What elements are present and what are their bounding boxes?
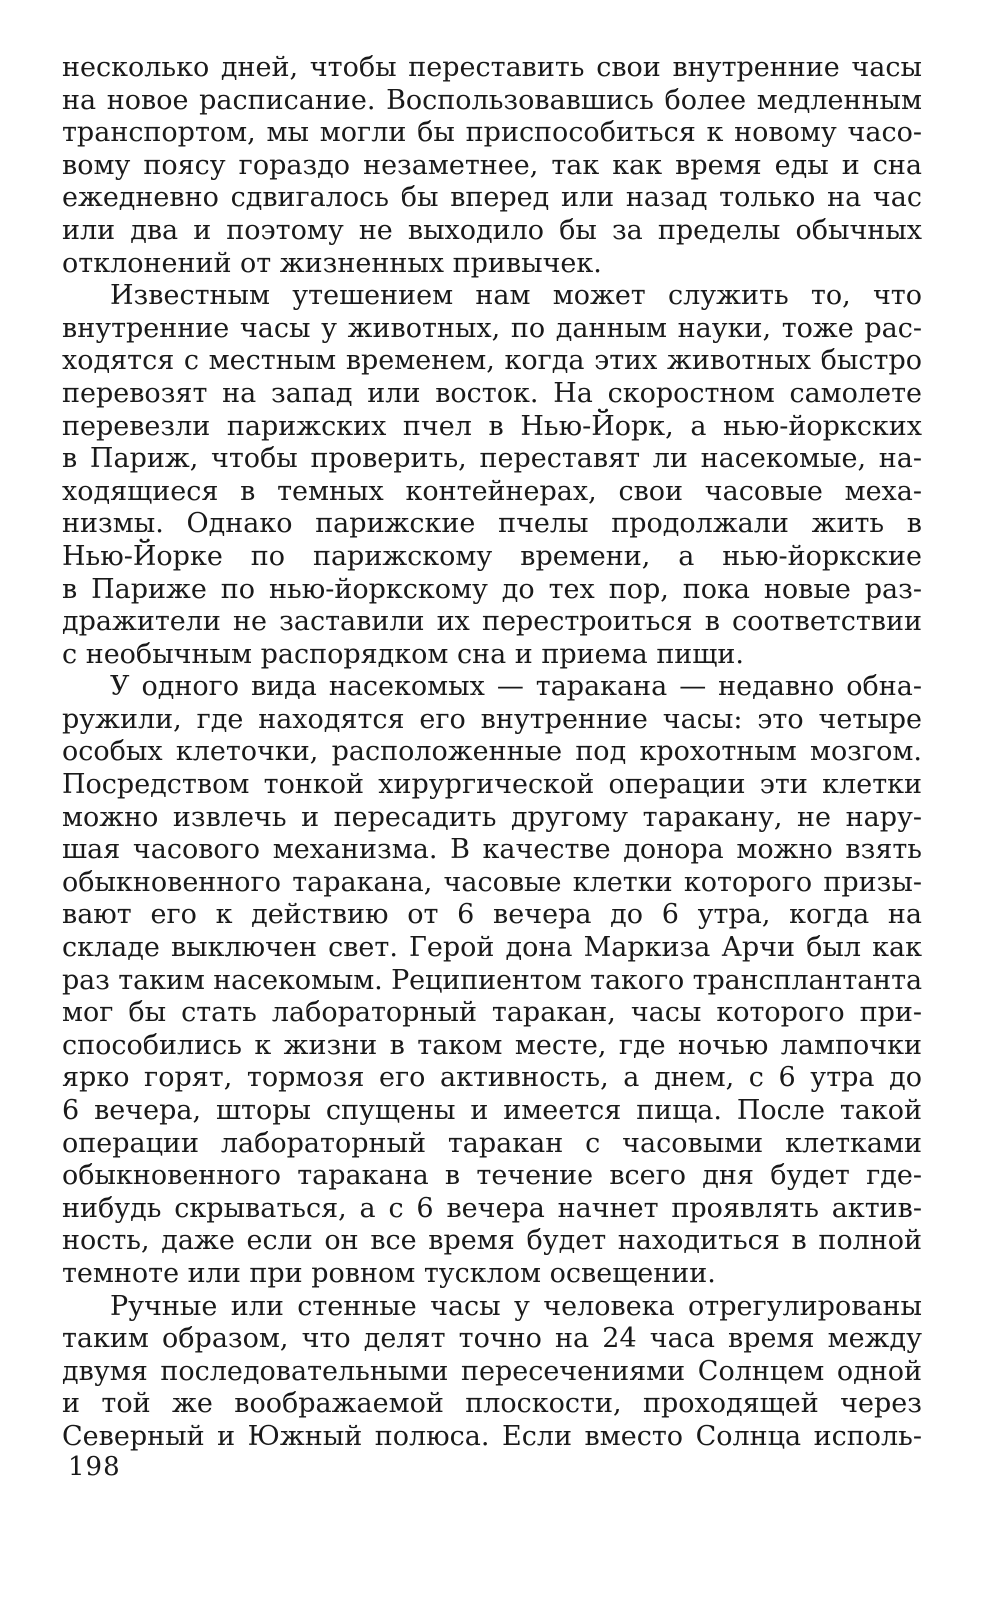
text-line: обыкновенного таракана в течение всего дня будет где- <box>62 1160 922 1192</box>
paragraph-2 <box>62 280 922 671</box>
text-line: операции лабораторный таракан с часовыми клетками <box>62 1127 922 1159</box>
text-line: У одного вида насекомых — таракана — недавно обна- <box>110 671 922 703</box>
text-line: нибудь скрываться, а с 6 вечера начнет проявлять актив- <box>62 1192 922 1224</box>
paragraph-3 <box>62 671 922 1290</box>
text-line: отклонений от жизненных привычек. <box>62 247 602 279</box>
text-line: шая часового механизма. В качестве донора можно взять <box>62 834 922 866</box>
text-line: перевозят на запад или восток. На скоростном самолете <box>62 377 922 409</box>
text-line: ружили, где находятся его внутренние часы: это четыре <box>62 703 922 735</box>
text-line: с необычным распорядком сна и приема пищи. <box>62 638 744 670</box>
text-line: транспортом, мы могли бы приспособиться к новому часо- <box>62 117 922 149</box>
text-line: на новое расписание. Воспользовавшись более медленным <box>62 84 922 116</box>
page-number: 198 <box>68 1452 121 1482</box>
text-line: Нью-Йорке по парижскому времени, а нью-йоркские <box>62 540 922 572</box>
text-line: ежедневно сдвигалось бы вперед или назад только на час <box>62 182 922 214</box>
text-line: в Париже по нью-йоркскому до тех пор, пока новые раз- <box>62 573 922 605</box>
text-line: складе выключен свет. Герой дона Маркиза Арчи был как <box>62 932 922 964</box>
text-line: Известным утешением нам может служить то, что <box>110 280 922 312</box>
text-line: ходятся с местным временем, когда этих животных быстро <box>62 345 922 377</box>
text-line: вают его к действию от 6 вечера до 6 утра, когда на <box>62 899 922 931</box>
text-line: или два и поэтому не выходило бы за пределы обычных <box>62 214 922 246</box>
text-line: несколько дней, чтобы переставить свои внутренние часы <box>62 52 922 83</box>
text-line: 6 вечера, шторы спущены и имеется пища. После такой <box>62 1095 922 1126</box>
text-line: ность, даже если он все время будет находиться в полной <box>62 1225 922 1257</box>
text-line: мог бы стать лабораторный таракан, часы которого при- <box>62 997 922 1029</box>
text-line: способились к жизни в таком месте, где ночью лампочки <box>62 1029 922 1061</box>
text-line: Ручные или стенные часы у человека отрегулированы <box>110 1290 922 1322</box>
paragraph-1 <box>62 52 922 280</box>
text-line: темноте или при ровном тусклом освещении. <box>62 1257 716 1289</box>
text-line: обыкновенного таракана, часовые клетки которого призы- <box>62 866 922 898</box>
page-body <box>62 52 922 1454</box>
paragraph-4 <box>62 1291 922 1454</box>
text-line: дражители не заставили их перестроиться в соответствии <box>62 606 922 638</box>
text-line: низмы. Однако парижские пчелы продолжали жить в <box>62 508 922 540</box>
text-line: особых клеточки, расположенные под крохотным мозгом. <box>62 736 922 768</box>
text-line: перевезли парижских пчел в Нью-Йорк, а нью-йоркских <box>62 410 922 442</box>
text-line: и той же воображаемой плоскости, проходящей через <box>62 1388 922 1420</box>
text-line: ходящиеся в темных контейнерах, свои часовые меха- <box>62 475 922 507</box>
text-line: раз таким насекомым. Реципиентом такого трансплантанта <box>62 964 922 996</box>
text-line: таким образом, что делят точно на 24 часа время между <box>62 1323 922 1355</box>
text-line: вому поясу гораздо незаметнее, так как время еды и сна <box>62 149 922 181</box>
text-line: внутренние часы у животных, по данным науки, тоже рас- <box>62 312 922 344</box>
text-line: в Париж, чтобы проверить, переставят ли насекомые, на- <box>62 443 922 475</box>
text-line: ярко горят, тормозя его активность, а днем, с 6 утра до <box>62 1062 922 1094</box>
text-line: Северный и Южный полюса. Если вместо Солнца исполь- <box>62 1420 922 1452</box>
text-line: двумя последовательными пересечениями Солнцем одной <box>62 1355 922 1387</box>
text-line: можно извлечь и пересадить другому таракану, не нару- <box>62 801 922 833</box>
text-line: Посредством тонкой хирургической операции эти клетки <box>62 769 922 801</box>
